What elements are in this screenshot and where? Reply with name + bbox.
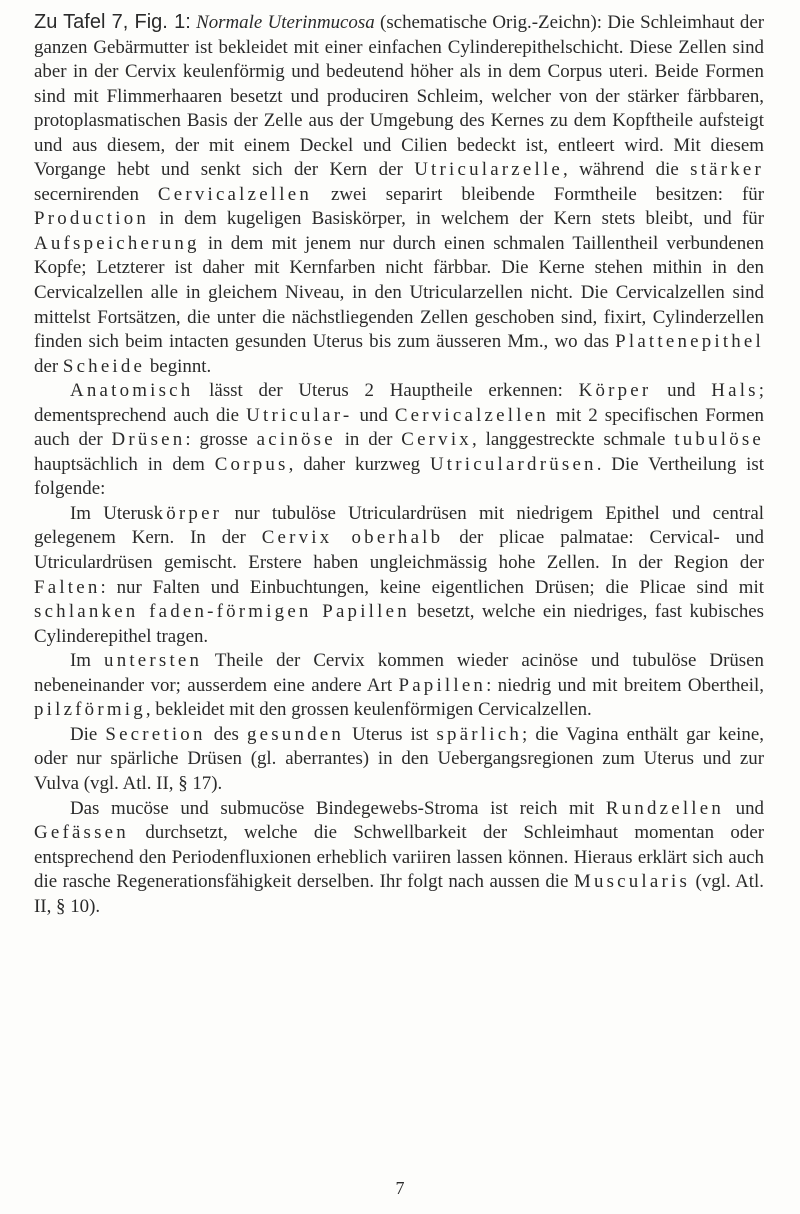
emphasis: Cervicalzellen [394,404,549,426]
text-run: Im Uterus [70,502,154,524]
emphasis: Hals [711,380,759,402]
text-run: Uterus ist [344,723,437,745]
text-run: , bekleidet mit den grossen keulenförmigen Cervicalzellen. [145,699,592,721]
text-run: durchsetzt, welche die Schwellbarkeit der Schleimhaut momentan oder entsprechend den Periodenfluxionen erheblich variiren lassen können. Hieraus erklärt sich auch die rasche Regenerationsfähigkeit derselben. Ihr folgt nach aussen die [34,822,764,893]
paragraph-anatomy [34,379,764,502]
text-run: . Die Vertheilung ist folgende: [34,453,764,500]
text-run: der [34,355,63,377]
paragraph-intro [34,10,764,379]
text-run: , daher kurzweg [288,453,430,475]
emphasis: körper [153,502,223,524]
emphasis: stärker [690,159,765,181]
emphasis: untersten [104,650,203,672]
text-run: in der [335,429,402,451]
text-run: Die Schleimhaut der ganzen Gebärmutter ist bekleidet mit einer einfachen Cylinderepithelschicht. Diese Zellen sind aber in der Cervix keulenförmig und bedeutend höher als in dem Corpus uteri. Beide Formen sind mit Flimmerhaaren besetzt und produciren Schleim, welcher von der stärker färbbaren, protoplasmatischen Basis der Zelle aus der Umgebung des Kernes zu dem Kopftheile aufsteigt und aus diesem, der mit einem Deckel und Cilien bedeckt ist, entleert wird. Mit diesem Vorgange hebt und senkt sich der Kern der [34,12,764,181]
emphasis: Rundzellen [605,797,725,819]
text-run: lässt der Uterus 2 Hauptheile erkennen: [193,380,579,402]
emphasis: Cervix [401,429,472,451]
text-run: hauptsächlich in dem [34,453,215,475]
text-run: der plicae palmatae: Cervical- und Utriculardrüsen gemischt. Erstere haben ungleichmässig hohe Zellen. In der Region der [34,527,764,574]
text-run: beginnt. [145,355,212,377]
text-run: Im [70,650,105,672]
emphasis: Drüsen [111,429,186,451]
text-run: , während die [563,159,691,181]
text-run: zwei separirt bleibende Formtheile besitzen: für [312,183,764,205]
text-run: und [352,404,395,426]
text-run: in dem mit jenem nur durch einen schmalen Taillentheil verbundenen Kopfe; Letzterer ist daher mit Kernfarben nicht färbbar. Die Kerne stehen mithin in den Cervicalzellen alle in gleichem Niveau, in den Utricularzellen nicht. Die Cervicalzellen sind mittelst Fortsätzen, die unter die nächstliegenden Zellen geschoben sind, fixirt, Cylinderzellen finden sich beim intacten gesunden Uterus bis zum äusseren Mm., wo das [34,232,764,353]
text-run: , langgestreckte schmale [471,429,675,451]
text-run: ; dementsprechend auch die [34,380,764,426]
text-run: Das mucöse und submucöse Bindegewebs-Stroma ist reich mit [70,797,606,819]
emphasis: Utricular- [246,404,353,426]
emphasis: Plattenepithel [615,331,764,353]
paragraph-secretion [34,723,764,797]
emphasis: Utriculardrüsen [429,453,597,475]
emphasis: acinöse [256,429,336,451]
emphasis: Scheide [62,355,146,377]
page-number: 7 [395,1178,405,1198]
text-run: mit 2 specifischen Formen auch der [34,404,764,451]
text-run: nur tubulöse Utriculardrüsen mit niedrigem Epithel und central gelegenem Kern. In der [34,502,764,549]
emphasis: Papillen [398,674,487,696]
emphasis: spärlich [436,723,522,745]
emphasis: Aufspeicherung [34,232,200,254]
emphasis: Muscularis [573,871,691,893]
emphasis: tubulöse [674,429,765,451]
emphasis: Cervicalzellen [157,183,312,205]
figure-reference: Zu Tafel 7, Fig. 1: [34,11,191,33]
text-run: des [205,723,247,745]
paragraph-corpus [34,502,764,649]
emphasis: pilzförmig [34,699,146,721]
emphasis: Utricularzelle [414,159,564,181]
text-run: : nur Falten und Einbuchtungen, keine eigentlichen Drüsen; die Plicae sind mit [100,576,764,598]
figure-title: Normale Uterinmucosa [196,12,375,33]
text-run: Theile der Cervix kommen wieder acinöse und tubulöse Drüsen nebeneinander vor; ausserdem eine andere Art [34,650,764,696]
emphasis: Anatomisch [70,380,194,402]
text-run: und [651,380,712,402]
emphasis: Körper [578,380,652,402]
emphasis: Gefässen [34,822,129,844]
emphasis: Secretion [105,723,206,745]
text-run: besetzt, welche ein niedriges, fast kubisches Cylinderepithel tragen. [34,601,765,647]
paragraph-stroma [34,797,764,920]
emphasis: Cervix oberhalb [261,527,444,549]
emphasis: Production [34,208,150,230]
text-run: : grosse [185,429,257,451]
text-run: ; die Vagina enthält gar keine, oder nur spärliche Drüsen (gl. aberrantes) in den Uebergangsregionen zum Uterus und zur Vulva (vgl. Atl. II, § 17). [34,723,764,794]
emphasis: schlanken faden-förmigen Papillen [34,601,410,623]
text-run: : niedrig und mit breitem Obertheil, [486,674,764,696]
paragraph-cervix [34,649,764,723]
text-run: (vgl. Atl. II, § 10). [34,871,764,917]
text-run: secernirenden [34,183,158,205]
text-run: Die [70,723,106,745]
figure-subtitle: (schematische Orig.-Zeichn): [374,12,608,33]
emphasis: gesunden [246,723,345,745]
emphasis: Falten [34,576,101,598]
emphasis: Corpus [214,453,289,475]
text-run: und [724,797,764,819]
text-run: in dem kugeligen Basiskörper, in welchem der Kern stets bleibt, und für [149,208,764,230]
